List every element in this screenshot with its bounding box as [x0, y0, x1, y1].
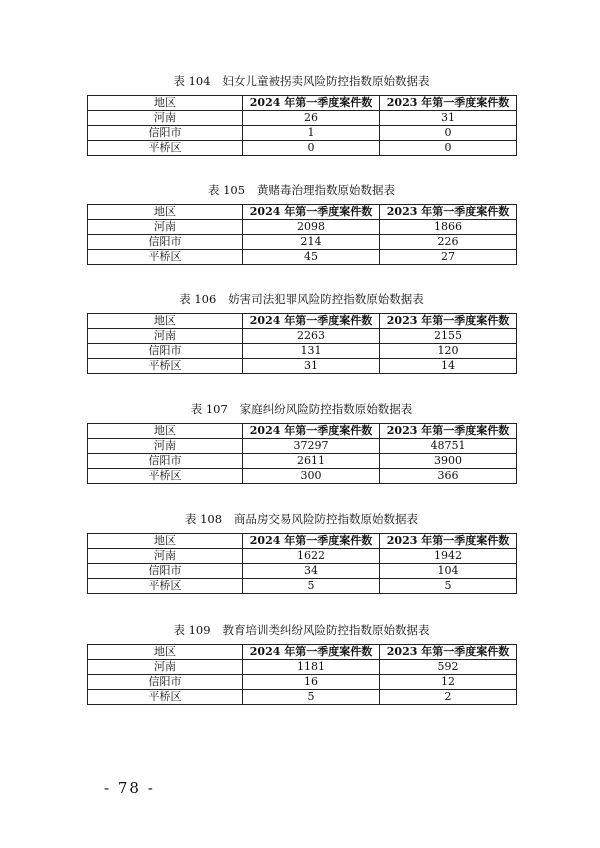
table-caption [87, 512, 516, 526]
table-block-104 [87, 74, 516, 156]
table-block-109 [87, 623, 516, 705]
table-block-108 [87, 512, 516, 594]
cell-region: 平桥区 [88, 359, 243, 374]
header-cell-2023: 2023 年第一季度案件数 [380, 645, 517, 660]
cell-2023: 5 [380, 579, 517, 594]
cell-2023: 12 [380, 675, 517, 690]
table-caption [87, 623, 516, 637]
header-cell-2024: 2024 年第一季度案件数 [243, 534, 380, 549]
cell-2024: 31 [243, 359, 380, 374]
data-table [87, 533, 517, 594]
header-cell-2024: 2024 年第一季度案件数 [243, 314, 380, 329]
cell-2024: 1622 [243, 549, 380, 564]
table-block-107 [87, 402, 516, 484]
cell-region: 河南 [88, 111, 243, 126]
cell-region: 平桥区 [88, 690, 243, 705]
table-title: 黄赌毒治理指数原始数据表 [257, 183, 396, 197]
cell-2024: 16 [243, 675, 380, 690]
table-caption [87, 74, 516, 88]
cell-region: 平桥区 [88, 579, 243, 594]
header-cell-region: 地区 [88, 534, 243, 549]
cell-2023: 1942 [380, 549, 517, 564]
header-cell-2024: 2024 年第一季度案件数 [243, 96, 380, 111]
cell-2024: 37297 [243, 439, 380, 454]
header-cell-2023: 2023 年第一季度案件数 [380, 205, 517, 220]
cell-region: 河南 [88, 329, 243, 344]
table-row [88, 220, 517, 235]
table-title: 商品房交易风险防控指数原始数据表 [234, 512, 419, 526]
cell-region: 河南 [88, 439, 243, 454]
cell-2023: 14 [380, 359, 517, 374]
cell-2023: 366 [380, 469, 517, 484]
table-row [88, 359, 517, 374]
cell-region: 平桥区 [88, 141, 243, 156]
header-cell-region: 地区 [88, 424, 243, 439]
data-table [87, 95, 517, 156]
cell-2024: 2263 [243, 329, 380, 344]
cell-2023: 226 [380, 235, 517, 250]
header-cell-2023: 2023 年第一季度案件数 [380, 424, 517, 439]
table-caption [87, 402, 516, 416]
table-row [88, 344, 517, 359]
header-row [88, 645, 517, 660]
cell-2023: 0 [380, 126, 517, 141]
table-row [88, 469, 517, 484]
header-row [88, 314, 517, 329]
table-label: 表 107 [190, 402, 228, 416]
table-row [88, 439, 517, 454]
cell-2023: 120 [380, 344, 517, 359]
table-title: 妨害司法犯罪风险防控指数原始数据表 [228, 292, 424, 306]
cell-2024: 26 [243, 111, 380, 126]
cell-2023: 104 [380, 564, 517, 579]
table-label: 表 109 [173, 623, 211, 637]
cell-2024: 1181 [243, 660, 380, 675]
table-caption [87, 183, 516, 197]
table-row [88, 564, 517, 579]
cell-2023: 592 [380, 660, 517, 675]
cell-2023: 0 [380, 141, 517, 156]
data-table [87, 423, 517, 484]
table-row [88, 454, 517, 469]
header-row [88, 96, 517, 111]
cell-2023: 27 [380, 250, 517, 265]
header-cell-region: 地区 [88, 314, 243, 329]
cell-region: 平桥区 [88, 250, 243, 265]
cell-2024: 1 [243, 126, 380, 141]
table-row [88, 250, 517, 265]
table-block-106 [87, 292, 516, 374]
table-title: 教育培训类纠纷风险防控指数原始数据表 [222, 623, 430, 637]
cell-2024: 5 [243, 690, 380, 705]
header-cell-region: 地区 [88, 645, 243, 660]
cell-region: 河南 [88, 220, 243, 235]
cell-2024: 2098 [243, 220, 380, 235]
table-title: 妇女儿童被拐卖风险防控指数原始数据表 [222, 74, 430, 88]
table-label: 表 104 [173, 74, 211, 88]
table-label: 表 108 [184, 512, 223, 526]
cell-region: 信阳市 [88, 235, 243, 250]
table-label: 表 105 [207, 183, 246, 197]
cell-region: 河南 [88, 549, 243, 564]
header-cell-2024: 2024 年第一季度案件数 [243, 645, 380, 660]
data-table [87, 644, 517, 705]
table-caption [87, 292, 516, 306]
header-cell-2023: 2023 年第一季度案件数 [380, 534, 517, 549]
cell-2024: 5 [243, 579, 380, 594]
cell-2024: 2611 [243, 454, 380, 469]
table-row [88, 329, 517, 344]
table-row [88, 235, 517, 250]
table-block-105 [87, 183, 516, 265]
cell-region: 信阳市 [88, 675, 243, 690]
table-row [88, 126, 517, 141]
cell-2023: 2155 [380, 329, 517, 344]
data-table [87, 313, 517, 374]
header-cell-2024: 2024 年第一季度案件数 [243, 205, 380, 220]
cell-region: 信阳市 [88, 126, 243, 141]
table-row [88, 111, 517, 126]
cell-2023: 31 [380, 111, 517, 126]
cell-region: 平桥区 [88, 469, 243, 484]
table-row [88, 579, 517, 594]
cell-2023: 1866 [380, 220, 517, 235]
table-row [88, 660, 517, 675]
cell-2023: 3900 [380, 454, 517, 469]
cell-2024: 34 [243, 564, 380, 579]
cell-2024: 45 [243, 250, 380, 265]
table-row [88, 690, 517, 705]
table-title: 家庭纠纷风险防控指数原始数据表 [239, 402, 413, 416]
cell-2024: 131 [243, 344, 380, 359]
header-cell-2023: 2023 年第一季度案件数 [380, 314, 517, 329]
cell-region: 信阳市 [88, 344, 243, 359]
header-row [88, 205, 517, 220]
table-row [88, 549, 517, 564]
header-cell-2023: 2023 年第一季度案件数 [380, 96, 517, 111]
cell-2024: 214 [243, 235, 380, 250]
header-row [88, 424, 517, 439]
cell-2023: 48751 [380, 439, 517, 454]
page-number: - 78 - [104, 779, 155, 797]
cell-2023: 2 [380, 690, 517, 705]
header-cell-2024: 2024 年第一季度案件数 [243, 424, 380, 439]
cell-2024: 300 [243, 469, 380, 484]
table-row [88, 675, 517, 690]
cell-region: 信阳市 [88, 454, 243, 469]
table-label: 表 106 [179, 292, 217, 306]
header-cell-region: 地区 [88, 205, 243, 220]
table-row [88, 141, 517, 156]
cell-region: 信阳市 [88, 564, 243, 579]
data-table [87, 204, 517, 265]
header-row [88, 534, 517, 549]
header-cell-region: 地区 [88, 96, 243, 111]
cell-region: 河南 [88, 660, 243, 675]
cell-2024: 0 [243, 141, 380, 156]
